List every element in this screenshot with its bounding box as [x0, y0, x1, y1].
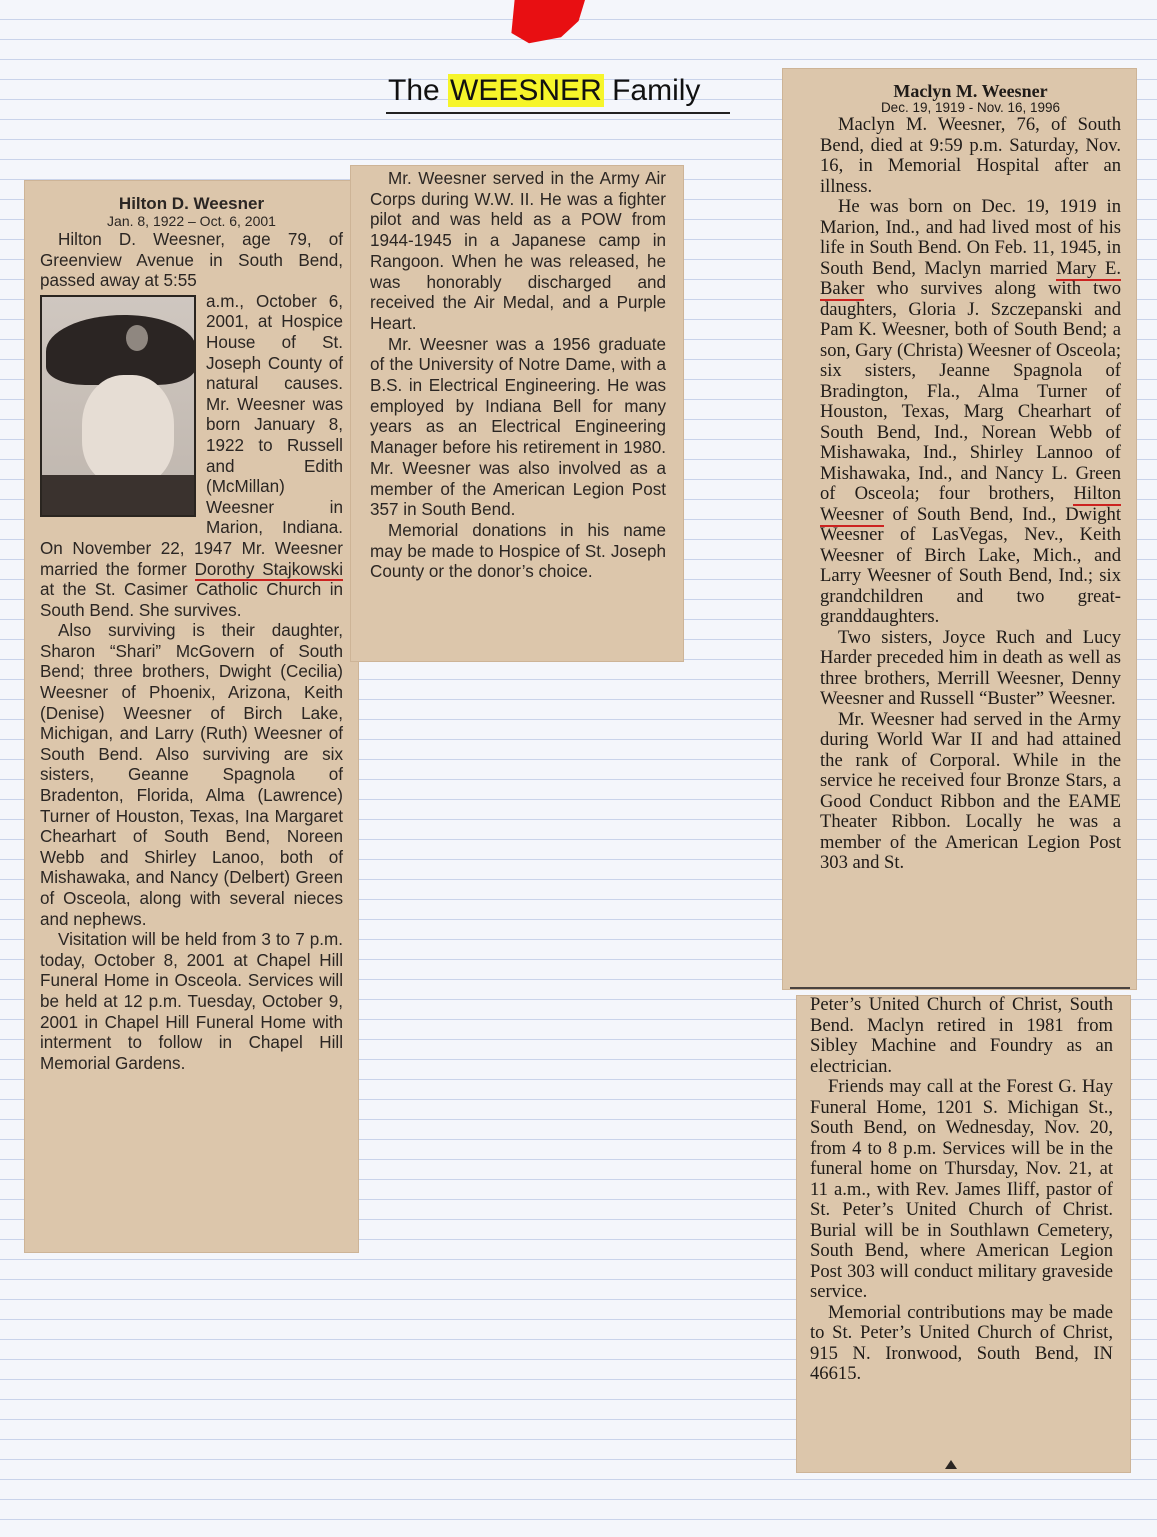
underlined-name: Dorothy Stajkowski: [194, 559, 343, 579]
title-underline: [386, 112, 730, 114]
cap-badge: [126, 325, 148, 351]
obituary-paragraph: [820, 197, 1121, 628]
obituary-paragraph: Mr. Weesner was a 1956 graduate of the University of Notre Dame, with a B.S. in Electrical Engineering. He was employed by Indiana Bell for many years as an Electrical Engineering Manager before his retirement in 1980. Mr. Weesner was also involved as a member of the American Legion Post 357 in South Bend.: [370, 334, 666, 520]
obituary-text: of South Bend, Ind., Dwight Weesner of LasVegas, Nev., Keith Weesner of Birch Lake, Mich., and Larry Weesner of South Bend, Ind.; six grandchildren and two great-granddaughters.: [820, 503, 1121, 627]
triangle-mark-icon: [945, 1460, 957, 1469]
clipping-divider: [790, 987, 1130, 989]
obituary-paragraph: Visitation will be held from 3 to 7 p.m. today, October 8, 2001 at Chapel Hill Funeral Home in Osceola. Services will be held at 12 p.m. Tuesday, October 9, 2001 in Chapel Hill Funeral Home with interment to follow in Chapel Hill Memorial Gardens.: [40, 930, 343, 1073]
underlined-name: Hilton Weesner: [820, 483, 1121, 525]
jacket-shape: [42, 475, 196, 517]
obituary-maclyn-continued-clipping: [796, 995, 1131, 1473]
obituary-hilton-continued-clipping: [350, 165, 684, 662]
obituary-paragraph: Friends may call at the Forest G. Hay Funeral Home, 1201 S. Michigan St., South Bend, on Wednesday, Nov. 20, from 4 to 8 p.m. Services will be in the funeral home on Thursday, Nov. 21, at 11 a.m., with Rev. James Iliff, pastor of St. Peter’s United Church of Christ. Burial will be in Southlawn Cemetery, South Bend, where American Legion Post 303 will conduct military graveside service.: [810, 1076, 1113, 1302]
obituary-text: who survives along with two daughters, Gloria J. Szczepanski and Pam K. Weesner, both of South Bend; a son, Gary (Christa) Weesner of Osceola; six sisters, Jeanne Spagnola of Bradington, Fla., Alma Turner of Houston, Texas, Marg Chearhart of South Bend, Ind., Norean Webb of Mishawaka, Ind., Shirley Lannoo of Mishawaka, Ind., and Nancy L. Green of Osceola; four brothers,: [820, 278, 1121, 504]
obituary-paragraph: Memorial contributions may be made to St. Peter’s United Church of Christ, 915 N. Ironwood, South Bend, IN 46615.: [810, 1301, 1113, 1384]
obituary-paragraph: Also surviving is their daughter, Sharon “Shari” McGovern of South Bend; three brothers, Dwight (Cecilia) Weesner of Phoenix, Arizona, Keith (Denise) Weesner of Birch Lake, Michigan, and Larry (Ruth) Weesner of South Bend. Also surviving are six sisters, Geanne Spagnola of Bradenton, Florida, Alma (Lawrence) Turner of Houston, Texas, Ina Margaret Chearhart of South Bend, Noreen Webb and Shirley Lanoo, both of Mishawaka, and Nancy (Delbert) Green of Osceola, along with several nieces and nephews.: [40, 621, 343, 929]
obituary-text: Russell and Edith (McMillan) Weesner in Marion, Indiana. On November 22, 1947 Mr. Weesner married the former: [40, 435, 343, 579]
obituary-text: a.m., October 6, 2001, at Hospice House of St. Joseph County of natural causes. Mr. Weesner was born January 8, 1922 to: [206, 291, 343, 455]
obituary-dates: Jan. 8, 1922 – Oct. 6, 2001: [107, 213, 276, 229]
title-suffix: Family: [612, 74, 701, 107]
obituary-heading: Hilton D. Weesner: [118, 194, 265, 213]
obituary-paragraph: Maclyn M. Weesner, 76, of South Bend, died at 9:59 p.m. Saturday, Nov. 16, in Memorial Hospital after an illness.: [820, 114, 1121, 197]
title-prefix: The: [388, 74, 440, 107]
obituary-paragraph: Peter’s United Church of Christ, South Bend. Maclyn retired in 1981 from Sibley Machine and Foundry as an electrician.: [810, 995, 1113, 1077]
obituary-paragraph: Mr. Weesner served in the Army Air Corps during W.W. II. He was a fighter pilot and was held as a POW from 1944-1945 in a Japanese camp in Rangoon. When he was released, he was honorably discharged and received the Air Medal, and a Purple Heart.: [370, 169, 666, 333]
obituary-text: He was born on Dec. 19, 1919 in Marion, Ind., and had lived most of his life in South Bend. On Feb. 11, 1945, in South Bend, Maclyn married: [820, 196, 1121, 279]
obituary-paragraph: [40, 230, 343, 292]
obituary-hilton-clipping: [24, 180, 359, 1253]
page-title: [388, 74, 700, 108]
obituary-text: at the St. Casimer Catholic Church in South Bend. She survives.: [40, 580, 343, 620]
obituary-paragraph: Memorial donations in his name may be made to Hospice of St. Joseph County or the donor’s choice.: [370, 520, 666, 582]
underlined-name: Mary E. Baker: [820, 257, 1121, 299]
obituary-heading: Maclyn M. Weesner: [893, 81, 1048, 101]
obituary-paragraph: Mr. Weesner had served in the Army during World War II and had attained the rank of Corporal. While in the service he received four Bronze Stars, a Good Conduct Ribbon and the EAME Theater Ribbon. Locally he was a member of the American Legion Post 303 and St.: [820, 708, 1121, 873]
red-ribbon-tab: [505, 0, 585, 60]
face-shape: [82, 375, 174, 485]
title-highlight: WEESNER: [450, 74, 602, 107]
portrait-photo: [40, 295, 196, 517]
obituary-text: Hilton D. Weesner, age 79, of Greenview Avenue in South Bend, passed away at 5:55: [40, 230, 343, 291]
obituary-paragraph: Two sisters, Joyce Ruch and Lucy Harder preceded him in death as well as three brothers, Merrill Weesner, Denny Weesner and Russell “Buster” Weesner.: [820, 626, 1121, 709]
obituary-dates: Dec. 19, 1919 - Nov. 16, 1996: [880, 100, 1061, 115]
obituary-maclyn-clipping: [782, 68, 1137, 990]
